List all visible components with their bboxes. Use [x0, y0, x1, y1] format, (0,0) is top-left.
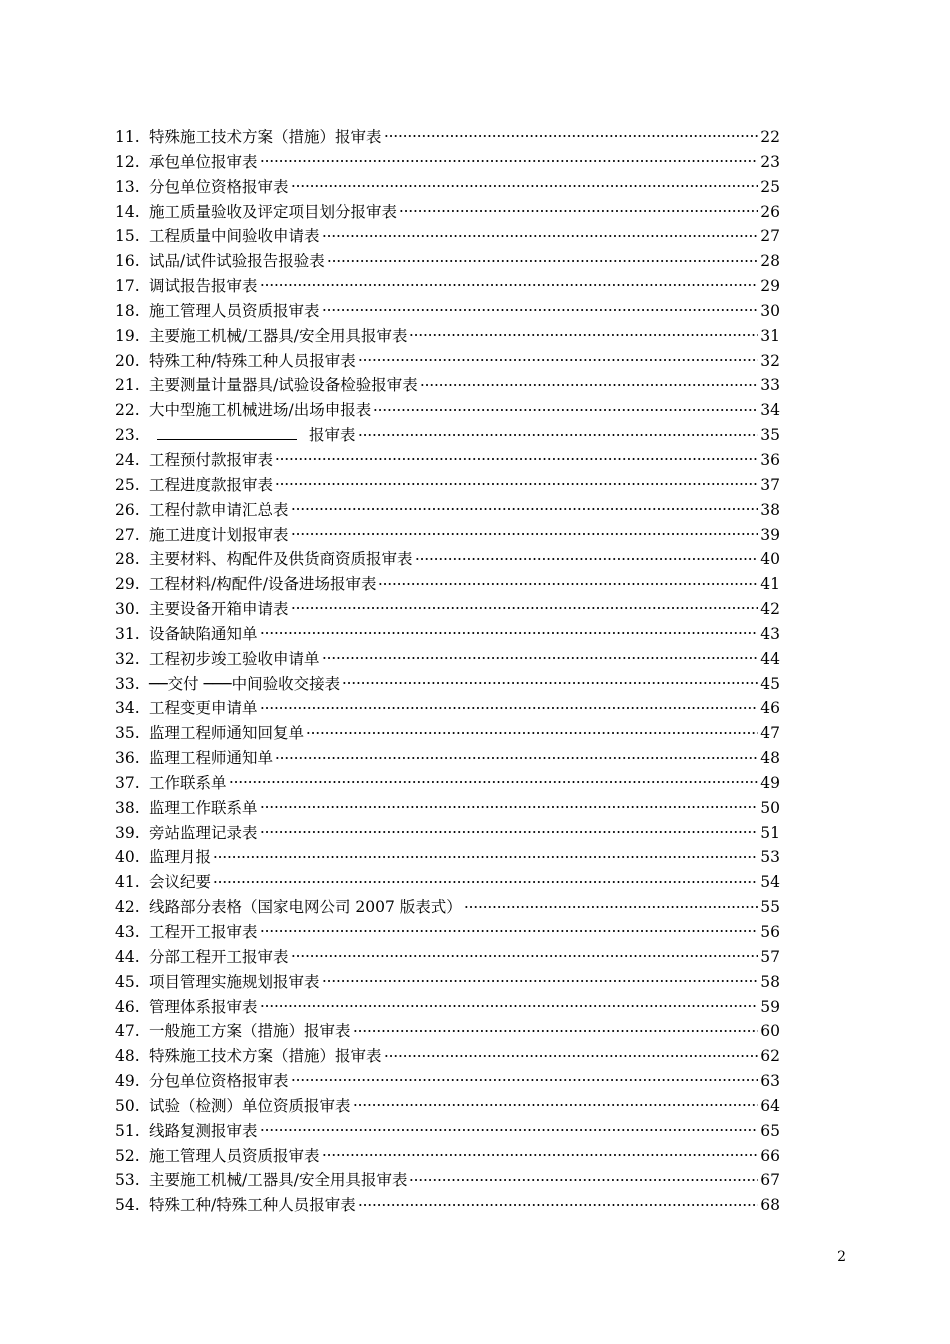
dot-leader	[260, 1004, 759, 1008]
toc-entry[interactable]	[115, 299, 780, 324]
toc-entry-number: 34.	[115, 699, 140, 718]
toc-entry-number: 42.	[115, 898, 140, 917]
toc-entry-page: 43	[760, 624, 780, 643]
toc-entry-number: 45.	[115, 972, 140, 991]
toc-entry[interactable]	[115, 150, 780, 175]
toc-entry-number: 43.	[115, 923, 140, 941]
toc-entry[interactable]	[115, 175, 780, 200]
toc-entry-number: 35.	[115, 724, 140, 743]
toc-entry-number: 15.	[115, 227, 140, 246]
toc-entry[interactable]	[115, 224, 780, 249]
toc-entry-title: 线路复测报审表	[149, 1121, 258, 1140]
toc-entry[interactable]	[115, 696, 780, 721]
toc-entry[interactable]	[115, 274, 780, 299]
dot-leader	[464, 905, 758, 909]
toc-entry[interactable]	[115, 448, 780, 473]
toc-entry[interactable]	[115, 1168, 780, 1193]
toc-entry-number: 36.	[115, 749, 140, 768]
toc-entry[interactable]	[115, 1144, 780, 1169]
dot-leader	[291, 532, 759, 536]
page-number: 2	[837, 1249, 846, 1265]
toc-entry-number: 23.	[115, 426, 140, 445]
toc-entry[interactable]	[115, 498, 780, 523]
toc-entry-number: 25.	[115, 475, 140, 494]
toc-entry-page: 26	[760, 202, 780, 221]
toc-entry-page: 44	[760, 649, 780, 668]
toc-entry[interactable]	[115, 324, 780, 349]
toc-entry[interactable]	[115, 821, 780, 846]
toc-entry[interactable]	[115, 1119, 780, 1144]
dot-leader	[260, 1128, 759, 1132]
toc-entry-title: 施工管理人员资质报审表	[149, 1146, 320, 1165]
toc-entry-page: 36	[760, 450, 780, 469]
toc-entry-title: 工程变更申请单	[149, 699, 258, 718]
dot-leader	[384, 134, 759, 138]
toc-entry[interactable]	[115, 547, 780, 572]
toc-entry[interactable]	[115, 1019, 780, 1044]
toc-entry-number: 41.	[115, 873, 140, 892]
toc-entry-title: 工作联系单	[149, 773, 227, 792]
toc-entry[interactable]	[115, 249, 780, 274]
dot-leader	[358, 358, 759, 362]
toc-entry-page: 63	[760, 1072, 780, 1091]
toc-entry-page: 53	[760, 848, 780, 867]
toc-entry[interactable]	[115, 746, 780, 771]
table-of-contents	[115, 125, 780, 1218]
toc-entry-title: 特殊工种/特殊工种人员报审表	[149, 1196, 356, 1215]
toc-entry-page: 58	[760, 972, 780, 991]
toc-entry-title: 监理月报	[149, 848, 212, 867]
toc-entry-page: 48	[760, 749, 780, 768]
toc-entry-title: 工程进度款报审表	[149, 475, 274, 494]
dot-leader	[399, 209, 758, 213]
toc-entry-page: 66	[760, 1146, 780, 1165]
toc-entry-number: 24.	[115, 450, 140, 469]
toc-entry[interactable]	[115, 945, 780, 970]
toc-entry-title: 施工管理人员资质报审表	[149, 301, 320, 320]
toc-entry-title: 设备缺陷通知单	[149, 624, 258, 643]
toc-entry-title: 试验（检测）单位资质报审表	[149, 1096, 351, 1115]
dot-leader	[260, 631, 759, 635]
toc-entry-title: 一般施工方案（措施）报审表	[149, 1022, 351, 1041]
toc-entry-page: 59	[760, 997, 780, 1016]
toc-entry-page: 30	[760, 301, 780, 320]
dot-leader	[358, 433, 759, 437]
toc-entry-page: 49	[760, 773, 780, 792]
dot-leader	[353, 1103, 759, 1107]
toc-entry-title: 工程开工报审表	[149, 923, 258, 941]
toc-entry-title: 主要施工机械/工器具/安全用具报审表	[149, 326, 408, 345]
toc-entry-title: 工程付款申请汇总表	[149, 500, 289, 519]
dot-leader	[420, 383, 759, 387]
dot-leader	[291, 606, 759, 610]
toc-entry-title: 承包单位报审表	[149, 152, 258, 171]
dot-leader	[275, 457, 758, 461]
toc-entry[interactable]	[115, 373, 780, 398]
toc-entry[interactable]	[115, 597, 780, 622]
toc-entry-number: 28.	[115, 550, 140, 569]
toc-entry-title: 监理工程师通知单	[149, 749, 274, 768]
dot-leader	[342, 681, 758, 685]
toc-entry-title: 大中型施工机械进场/出场申报表	[149, 401, 372, 420]
toc-entry[interactable]	[115, 398, 780, 423]
toc-entry-page: 28	[760, 252, 780, 271]
toc-entry[interactable]	[115, 721, 780, 746]
toc-entry[interactable]	[115, 349, 780, 374]
dot-leader	[260, 706, 759, 710]
dot-leader	[409, 1178, 758, 1182]
toc-entry-title: 试品/试件试验报告报验表	[149, 252, 325, 271]
toc-entry-number: 13.	[115, 177, 140, 196]
toc-entry-title: 调试报告报审表	[149, 277, 258, 296]
dot-leader	[260, 159, 759, 163]
toc-entry-page: 50	[760, 798, 780, 817]
toc-entry-number: 26.	[115, 500, 140, 519]
toc-entry-page: 67	[760, 1171, 780, 1190]
toc-entry-number: 40.	[115, 848, 140, 867]
toc-entry[interactable]	[115, 523, 780, 548]
dot-leader	[260, 805, 759, 809]
dot-leader	[260, 830, 759, 834]
toc-entry-page: 42	[760, 600, 780, 619]
toc-entry-title: 旁站监理记录表	[149, 823, 258, 842]
toc-entry[interactable]	[115, 845, 780, 870]
toc-entry-number: 31.	[115, 624, 140, 643]
dot-leader	[322, 308, 759, 312]
dot-leader	[291, 184, 759, 188]
toc-entry-page: 33	[760, 376, 780, 395]
toc-entry-number: 17.	[115, 277, 140, 296]
toc-entry[interactable]	[115, 572, 780, 597]
toc-entry-page: 37	[760, 475, 780, 494]
toc-entry-title: 特殊施工技术方案（措施）报审表	[149, 128, 382, 146]
toc-entry[interactable]	[115, 423, 780, 448]
toc-entry[interactable]	[115, 125, 780, 150]
toc-entry-number: 51.	[115, 1121, 140, 1140]
toc-entry-number: 29.	[115, 575, 140, 594]
dot-leader	[322, 656, 759, 660]
toc-entry-title: 施工进度计划报审表	[149, 525, 289, 544]
toc-entry-number: 27.	[115, 525, 140, 544]
toc-entry-page: 27	[760, 227, 780, 246]
fill-in-blank-line	[157, 423, 297, 440]
dot-leader	[353, 1029, 759, 1033]
toc-entry-title: 工程初步竣工验收申请单	[149, 649, 320, 668]
toc-entry-title: 分包单位资格报审表	[149, 177, 289, 196]
toc-entry-title: 管理体系报审表	[149, 997, 258, 1016]
toc-entry-page: 39	[760, 525, 780, 544]
toc-entry-page: 60	[760, 1022, 780, 1041]
toc-entry-page: 47	[760, 724, 780, 743]
dot-leader	[275, 482, 758, 486]
toc-entry-title: 分包单位资格报审表	[149, 1072, 289, 1091]
toc-entry-title: 工程质量中间验收申请表	[149, 227, 320, 246]
toc-entry-title: 主要材料、构配件及供货商资质报审表	[149, 550, 413, 569]
dot-leader	[291, 1078, 759, 1082]
toc-entry-number: 39.	[115, 823, 140, 842]
toc-entry-page: 62	[760, 1047, 780, 1066]
toc-entry[interactable]	[115, 995, 780, 1020]
dot-leader	[291, 954, 759, 958]
toc-entry[interactable]	[115, 796, 780, 821]
toc-entry[interactable]	[115, 870, 780, 895]
toc-entry-number: 49.	[115, 1072, 140, 1091]
toc-entry-number: 50.	[115, 1096, 140, 1115]
toc-entry-page: 54	[760, 873, 780, 892]
toc-entry[interactable]	[115, 1069, 780, 1094]
toc-entry-title: 分部工程开工报审表	[149, 947, 289, 966]
toc-entry-title: 项目管理实施规划报审表	[149, 972, 320, 991]
dot-leader	[229, 780, 759, 784]
toc-entry-page: 31	[760, 326, 780, 345]
toc-entry[interactable]	[115, 1044, 780, 1069]
toc-entry-number: 20.	[115, 351, 140, 370]
toc-entry-title: 报审表	[309, 426, 356, 445]
toc-entry-page: 25	[760, 177, 780, 196]
dot-leader	[275, 756, 758, 760]
toc-entry-page: 23	[760, 152, 780, 171]
toc-entry-page: 32	[760, 351, 780, 370]
dot-leader	[384, 1054, 759, 1058]
dot-leader	[260, 283, 759, 287]
toc-entry[interactable]	[115, 1094, 780, 1119]
toc-entry-title: 线路部分表格（国家电网公司 2007 版表式）	[149, 898, 462, 917]
toc-entry-number: 37.	[115, 773, 140, 792]
toc-entry-page: 41	[760, 575, 780, 594]
toc-entry-page: 68	[760, 1196, 780, 1215]
toc-entry-page: 45	[760, 674, 780, 693]
toc-entry[interactable]	[115, 1193, 780, 1218]
dot-leader	[409, 333, 758, 337]
toc-entry[interactable]	[115, 622, 780, 647]
dot-leader	[373, 408, 758, 412]
toc-entry-number: 18.	[115, 301, 140, 320]
toc-entry-page: 34	[760, 401, 780, 420]
toc-entry-number: 30.	[115, 600, 140, 619]
toc-entry-page: 46	[760, 699, 780, 718]
dot-leader	[213, 880, 758, 884]
toc-entry-number: 19.	[115, 326, 140, 345]
toc-entry-page: 22	[760, 128, 780, 146]
toc-entry-title: ──交付 ───中间验收交接表	[149, 674, 341, 693]
toc-entry-page: 55	[760, 898, 780, 917]
toc-entry-page: 38	[760, 500, 780, 519]
toc-entry[interactable]	[115, 895, 780, 920]
toc-entry-number: 53.	[115, 1171, 140, 1190]
toc-entry[interactable]	[115, 771, 780, 796]
toc-entry-number: 44.	[115, 947, 140, 966]
toc-entry[interactable]	[115, 200, 780, 225]
dot-leader	[306, 731, 758, 735]
toc-entry[interactable]	[115, 920, 780, 945]
toc-entry-number: 16.	[115, 252, 140, 271]
toc-entry-page: 64	[760, 1096, 780, 1115]
toc-entry-number: 52.	[115, 1146, 140, 1165]
toc-entry-number: 32.	[115, 649, 140, 668]
toc-entry-number: 48.	[115, 1047, 140, 1066]
toc-entry[interactable]	[115, 473, 780, 498]
toc-entry-title: 工程材料/构配件/设备进场报审表	[149, 575, 377, 594]
dot-leader	[322, 979, 759, 983]
toc-entry-page: 35	[760, 426, 780, 445]
toc-entry-title: 特殊工种/特殊工种人员报审表	[149, 351, 356, 370]
toc-entry-number: 54.	[115, 1196, 140, 1215]
dot-leader	[322, 1153, 759, 1157]
dot-leader	[358, 1203, 759, 1207]
toc-entry-title: 监理工程师通知回复单	[149, 724, 305, 743]
toc-entry-title: 主要施工机械/工器具/安全用具报审表	[149, 1171, 408, 1190]
toc-entry-page: 57	[760, 947, 780, 966]
toc-entry[interactable]	[115, 672, 780, 697]
toc-entry-page: 51	[760, 823, 780, 842]
dot-leader	[291, 507, 759, 511]
dot-leader	[378, 582, 758, 586]
toc-entry[interactable]	[115, 970, 780, 995]
toc-entry-title: 主要设备开箱申请表	[149, 600, 289, 619]
toc-entry-title: 工程预付款报审表	[149, 450, 274, 469]
toc-entry-title: 主要测量计量器具/试验设备检验报审表	[149, 376, 418, 395]
toc-entry-number: 38.	[115, 798, 140, 817]
toc-entry-number: 33.	[115, 674, 140, 693]
toc-entry-number: 22.	[115, 401, 140, 420]
toc-entry-page: 65	[760, 1121, 780, 1140]
toc-entry-title: 监理工作联系单	[149, 798, 258, 817]
dot-leader	[327, 259, 759, 263]
dot-leader	[322, 234, 759, 238]
toc-entry-title: 会议纪要	[149, 873, 212, 892]
toc-entry-number: 47.	[115, 1022, 140, 1041]
dot-leader	[260, 929, 759, 933]
toc-entry-title: 施工质量验收及评定项目划分报审表	[149, 202, 398, 221]
toc-entry-number: 12.	[115, 152, 140, 171]
dot-leader	[415, 557, 759, 561]
toc-entry[interactable]	[115, 647, 780, 672]
toc-entry-title: 特殊施工技术方案（措施）报审表	[149, 1047, 382, 1066]
toc-entry-page: 56	[760, 923, 780, 941]
toc-entry-number: 46.	[115, 997, 140, 1016]
dot-leader	[213, 855, 758, 859]
toc-entry-number: 14.	[115, 202, 140, 221]
toc-entry-page: 40	[760, 550, 780, 569]
toc-entry-page: 29	[760, 277, 780, 296]
toc-entry-number: 11.	[115, 128, 140, 146]
toc-entry-number: 21.	[115, 376, 140, 395]
